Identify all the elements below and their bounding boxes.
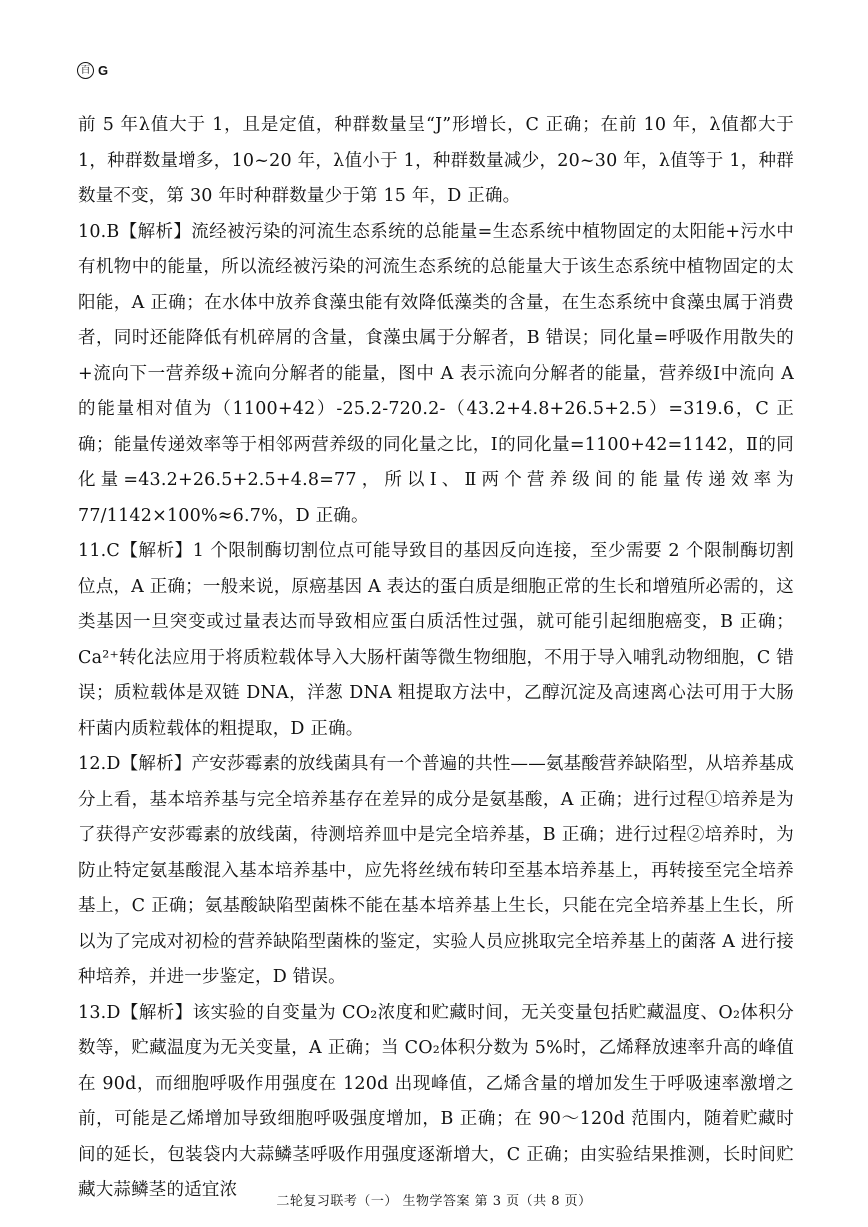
answer-10: 10.B【解析】流经被污染的河流生态系统的总能量=生态系统中植物固定的太阳能+污水中有机物中的能量，所以流经被污染的河流生态系统的总能量大于该生态系统中植物固定的太阳能，A 正确；在水体中放养食藻虫能有效降低藻类的含量，在生态系统中食藻虫属于消费者，同时还能降低有机碎屑的含量，食藻虫属于分解者，B 错误；同化量=呼吸作用散失的+流向下一营养级+流向分解者的能量，图中 A 表示流向分解者的能量，营养级Ⅰ中流向 A 的能量相对值为（1100+42）-25.2-720.2-（43.2+4.8+26.5+2.5）=319.6，C 正确；能量传递效率等于相邻两营养级的同化量之比，Ⅰ的同化量=1100+42=1142，Ⅱ的同化量=43.2+26.5+2.5+4.8=77，所以Ⅰ、Ⅱ两个营养级间的能量传递效率为 77/1142×100%≈6.7%，D 正确。 [78, 221, 794, 526]
answer-13: 13.D【解析】该实验的自变量为 CO₂浓度和贮藏时间，无关变量包括贮藏温度、O₂体积分数等，贮藏温度为无关变量，A 正确；当 CO₂体积分数为 5%时，乙烯释放速率升高的峰值在 90d，而细胞呼吸作用强度在 120d 出现峰值，乙烯含量的增加发生于呼吸速率激增之前，可能是乙烯增加导致细胞呼吸强度增加，B 正确；在 90～120d 范围内，随着贮藏时间的延长，包装袋内大蒜鳞茎呼吸作用强度逐渐增大，C 正确；由实验结果推测，长时间贮藏大蒜鳞茎的适宜浓 [78, 1002, 794, 1200]
answer-body [78, 108, 794, 1209]
logo-circle-icon: 百 [77, 62, 94, 79]
logo-letter: G [98, 63, 109, 78]
publisher-logo [77, 62, 108, 79]
answer-12: 12.D【解析】产安莎霉素的放线菌具有一个普遍的共性——氨基酸营养缺陷型，从培养基成分上看，基本培养基与完全培养基存在差异的成分是氨基酸，A 正确；进行过程①培养是为了获得产安莎霉素的放线菌，待测培养皿中是完全培养基，B 正确；进行过程②培养时，为防止特定氨基酸混入基本培养基中，应先将丝绒布转印至基本培养基上，再转接至完全培养基上，C 正确；氨基酸缺陷型菌株不能在基本培养基上生长，只能在完全培养基上生长，所以为了完成对初检的营养缺陷型菌株的鉴定，实验人员应挑取完全培养基上的菌落 A 进行接种培养，并进一步鉴定，D 错误。 [78, 754, 794, 987]
answer-11: 11.C【解析】1 个限制酶切割位点可能导致目的基因反向连接，至少需要 2 个限制酶切割位点，A 正确；一般来说，原癌基因 A 表达的蛋白质是细胞正常的生长和增殖所必需的，这类基因一旦突变或过量表达而导致相应蛋白质活性过强，就可能引起细胞癌变，B 正确；Ca²⁺转化法应用于将质粒载体导入大肠杆菌等微生物细胞，不用于导入哺乳动物细胞，C 错误；质粒载体是双链 DNA，洋葱 DNA 粗提取方法中，乙醇沉淀及高速离心法可用于大肠杆菌内质粒载体的粗提取，D 正确。 [78, 541, 794, 739]
page-footer: 二轮复习联考（一） 生物学答案 第 3 页（共 8 页） [276, 1194, 592, 1209]
paragraph-continuation: 前 5 年λ值大于 1，且是定值，种群数量呈“J”形增长，C 正确；在前 10 年，λ值都大于 1，种群数量增多，10~20 年，λ值小于 1，种群数量减少，20~30 年，λ值等于 1，种群数量不变，第 30 年时种群数量少于第 15 年，D 正确。 [78, 115, 794, 206]
